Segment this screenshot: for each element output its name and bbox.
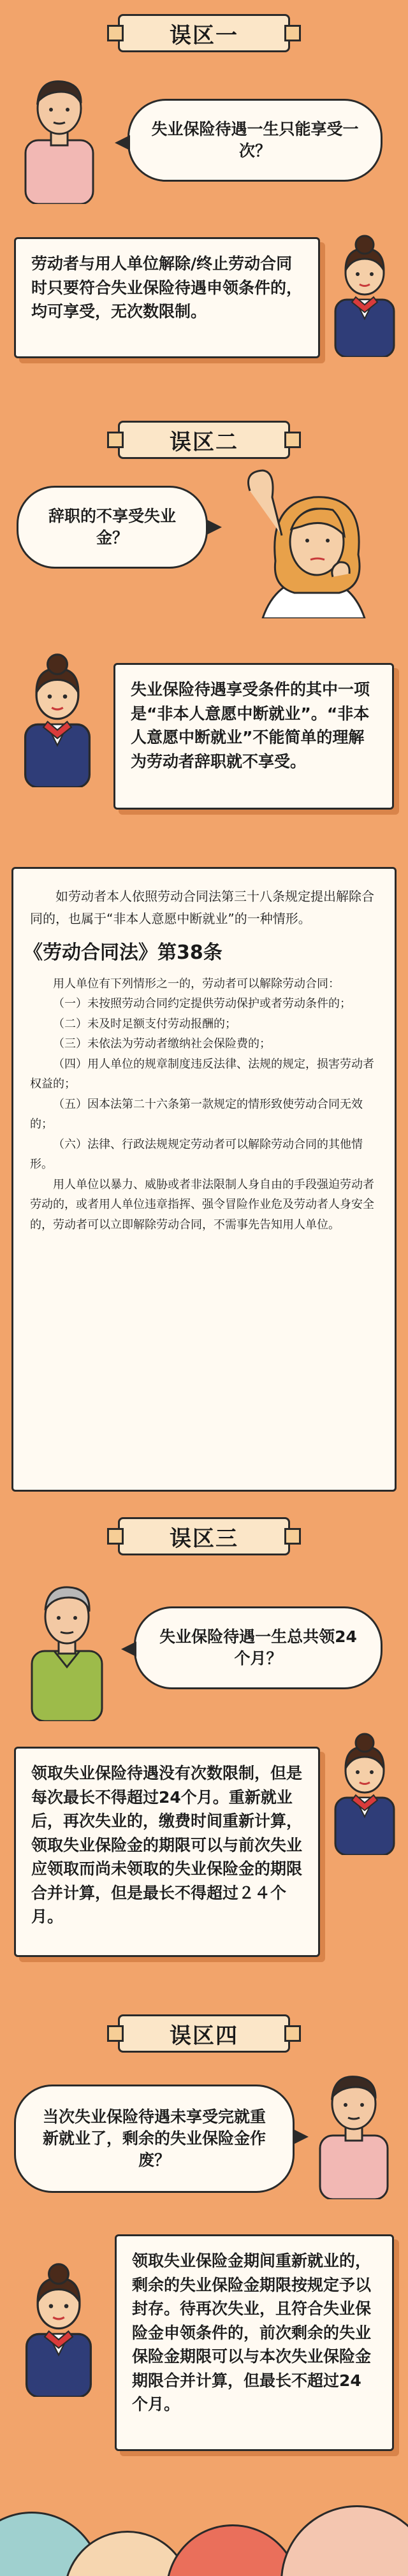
section-4-banner-title: 误区四 [170, 2023, 238, 2049]
section-4-answer-box [115, 2234, 394, 2451]
law-paragraph: （六）法律、行政法规规定劳动者可以解除劳动合同的其他情形。 [30, 1137, 363, 1171]
law-article-card [11, 867, 397, 1492]
section-2-banner-title: 误区二 [170, 429, 238, 455]
service-woman-icon [326, 1721, 403, 1855]
law-paragraph: （一）未按照劳动合同约定提供劳动保护或者劳动条件的； [53, 997, 351, 1010]
pink-cloud-shape [280, 2505, 408, 2576]
section-3-question: 失业保险待遇一生总共领24个月？ [159, 1627, 357, 1668]
section-4-question-bubble [14, 2085, 295, 2193]
section-4-answer: 领取失业保险金期间重新就业的，剩余的失业保险金期限按规定予以封存。待再次失业，且符合失业保险金申领条件的，前次剩余的失业保险金期限可以与本次失业保险金期限合并计算，但最长不超过24个月。 [132, 2252, 372, 2413]
man-pink-shirt-icon [306, 2065, 402, 2199]
law-paragraph: （三）未依法为劳动者缴纳社会保险费的； [53, 1037, 271, 1051]
section-3-banner [118, 1517, 290, 1555]
thinking-woman-icon [237, 465, 390, 618]
section-2-answer-box [113, 663, 394, 810]
law-title: 《劳动合同法》第38条 [24, 942, 222, 964]
section-3-question-bubble [134, 1606, 382, 1689]
section-4-question: 当次失业保险待遇未享受完就重新就业了，剩余的失业保险金作废？ [42, 2107, 266, 2169]
law-paragraph: （二）未及时足额支付劳动报酬的； [53, 1017, 237, 1031]
section-1-answer: 劳动者与用人单位解除/终止劳动合同时只要符合失业保险待遇申领条件的，均可享受，无次数限制。 [31, 254, 303, 321]
man-pink-shirt-icon [11, 70, 107, 204]
section-1-banner [118, 14, 290, 52]
section-1-question-bubble [127, 99, 382, 182]
law-paragraph: （四）用人单位的规章制度违反法律、法规的规定，损害劳动者权益的； [30, 1057, 374, 1091]
law-intro: 如劳动者本人依照劳动合同法第三十八条规定提出解除合同的，也属于“非本人意愿中断就业”的一种情形。 [30, 889, 374, 926]
service-woman-icon [13, 641, 102, 787]
section-3-banner-title: 误区三 [170, 1525, 238, 1552]
section-2-banner [118, 421, 290, 459]
section-1-question: 失业保险待遇一生只能享受一次？ [151, 120, 359, 160]
red-cloud-shape [166, 2524, 300, 2576]
section-4-banner [118, 2014, 290, 2053]
law-paragraph: （五）因本法第二十六条第一款规定的情形致使劳动合同无效的； [30, 1097, 363, 1131]
service-woman-icon [14, 2250, 103, 2397]
section-1-banner-title: 误区一 [170, 22, 238, 48]
section-1-answer-box [14, 237, 320, 358]
section-2-question-bubble [17, 486, 208, 569]
law-paragraph: 用人单位有下列情形之一的，劳动者可以解除劳动合同： [53, 977, 340, 991]
section-2-question: 辞职的不享受失业金？ [48, 507, 176, 547]
section-3-answer-box [14, 1747, 320, 1957]
section-3-answer: 领取失业保险待遇没有次数限制，但是每次最长不得超过24个月。重新就业后，再次失业的，缴费时间重新计算，领取失业保险金的期限可以与前次失业应领取而尚未领取的失业保险金的期限合并计算，但是最长不得超过２４个月。 [31, 1764, 303, 1926]
service-woman-icon [326, 223, 403, 357]
section-2-answer: 失业保险待遇享受条件的其中一项是“非本人意愿中断就业”。“非本人意愿中断就业”不能简单的理解为劳动者辞职就不享受。 [131, 680, 370, 771]
law-paragraph: 用人单位以暴力、威胁或者非法限制人身自由的手段强迫劳动者劳动的，或者用人单位违章指挥、强令冒险作业危及劳动者人身安全的，劳动者可以立即解除劳动合同，不需事先告知用人单位。 [30, 1177, 374, 1232]
old-man-green-shirt-icon [19, 1575, 115, 1721]
bottom-decoration [0, 2486, 408, 2576]
